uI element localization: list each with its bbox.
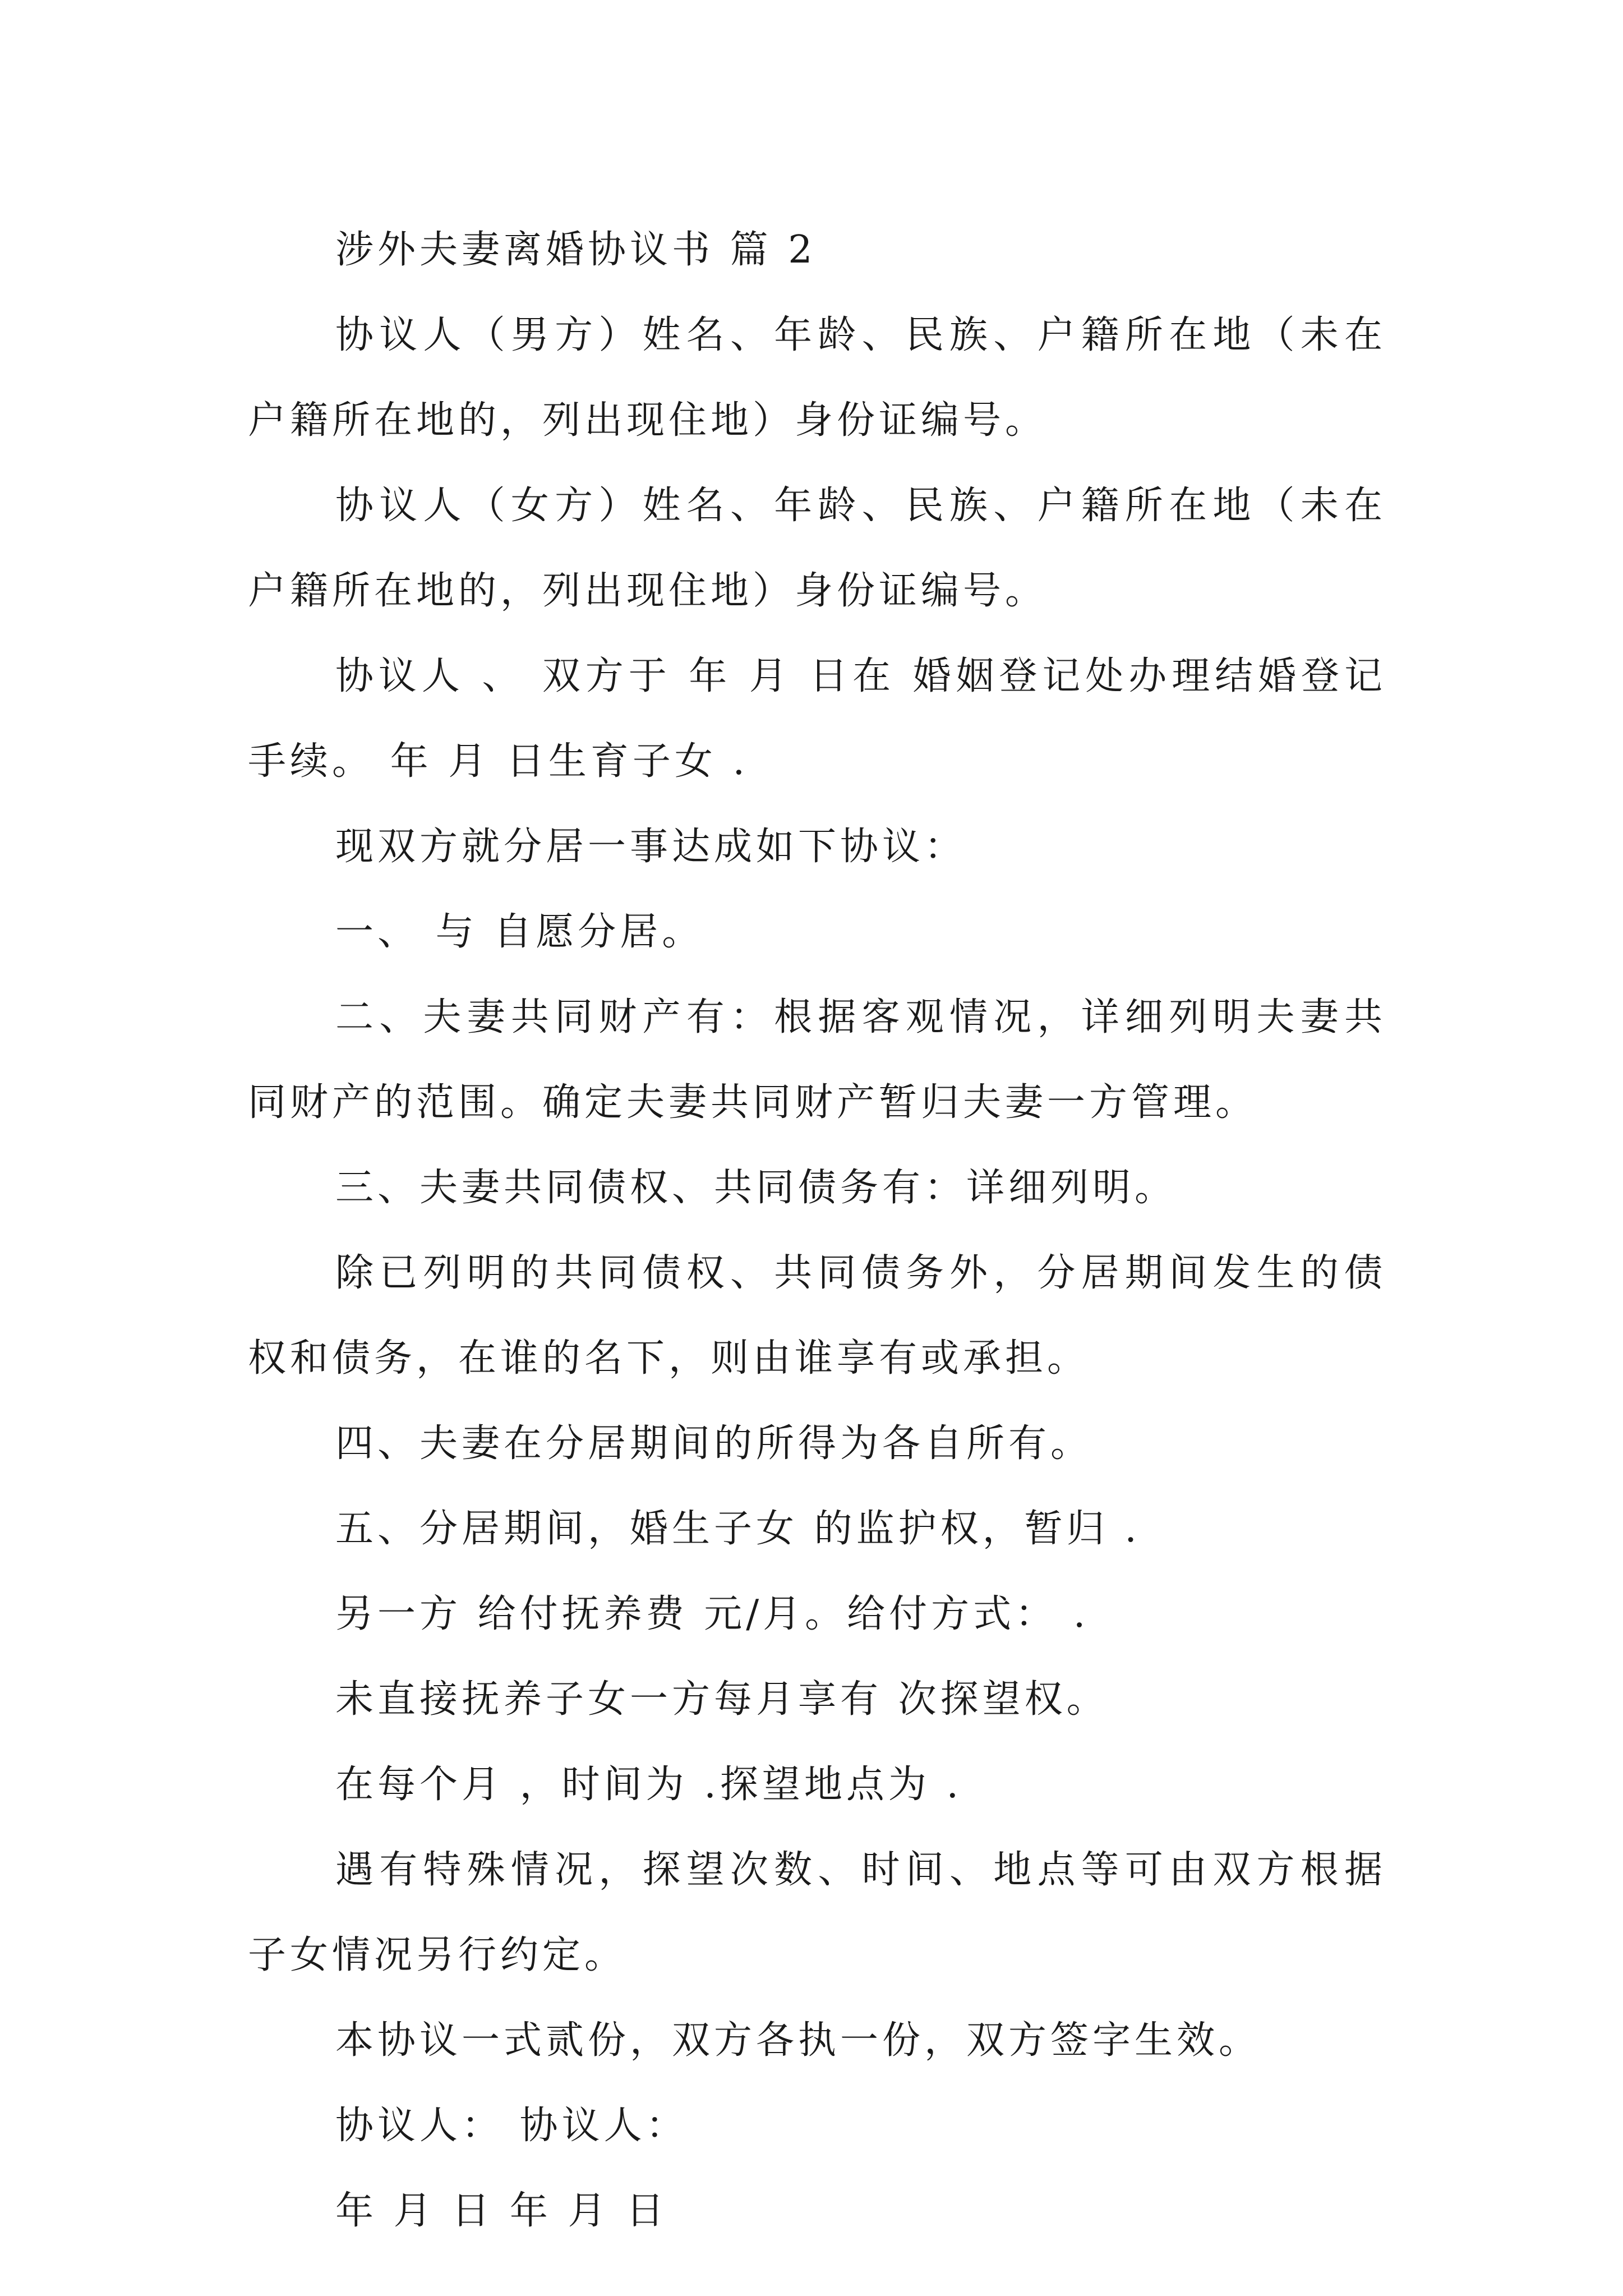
clause-one: 一、 与 自愿分居。 (335, 910, 704, 954)
paragraph-female-party: 协议人（女方）姓名、年龄、民族、户籍所在地（未在户籍所在地的，列出现住地）身份证编号。 (248, 484, 1386, 613)
paragraph-copies: 本协议一式贰份，双方各执一份，双方签字生效。 (335, 2018, 1261, 2063)
document-body (248, 208, 1386, 2254)
date-line: 年 月 日 年 月 日 (335, 2189, 668, 2233)
clause-five: 五、分居期间，婚生子女 的监护权，暂归 . (335, 1507, 1141, 1551)
paragraph-visitation-schedule: 在每个月 ，时间为 .探望地点为 . (335, 1763, 963, 1807)
paragraph-debts: 除已列明的共同债权、共同债务外，分居期间发生的债权和债务，在谁的名下，则由谁享有或承担。 (248, 1251, 1386, 1381)
paragraph-visitation-rights: 未直接抚养子女一方每月享有 次探望权。 (335, 1677, 1109, 1722)
paragraph-special-circumstances: 遇有特殊情况，探望次数、时间、地点等可由双方根据子女情况另行约定。 (248, 1848, 1386, 1977)
paragraph-marriage-registration: 协议人 、 双方于 年 月 日在 婚姻登记处办理结婚登记手续。 年 月 日生育子女 . (248, 654, 1386, 784)
signature-line: 协议人： 协议人： (335, 2104, 688, 2148)
paragraph-male-party: 协议人（男方）姓名、年龄、民族、户籍所在地（未在户籍所在地的，列出现住地）身份证编号。 (248, 313, 1386, 443)
clause-four: 四、夫妻在分居期间的所得为各自所有。 (335, 1421, 1093, 1466)
document-title: 涉外夫妻离婚协议书 篇 2 (335, 228, 817, 272)
paragraph-support-payment: 另一方 给付抚养费 元/月。给付方式： . (335, 1592, 1090, 1636)
paragraph-agreement-intro: 现双方就分居一事达成如下协议： (335, 825, 967, 869)
clause-three: 三、夫妻共同债权、共同债务有：详细列明。 (335, 1166, 1177, 1210)
clause-two: 二、夫妻共同财产有：根据客观情况，详细列明夫妻共同财产的范围。确定夫妻共同财产暂归夫妻一方管理。 (248, 995, 1386, 1125)
